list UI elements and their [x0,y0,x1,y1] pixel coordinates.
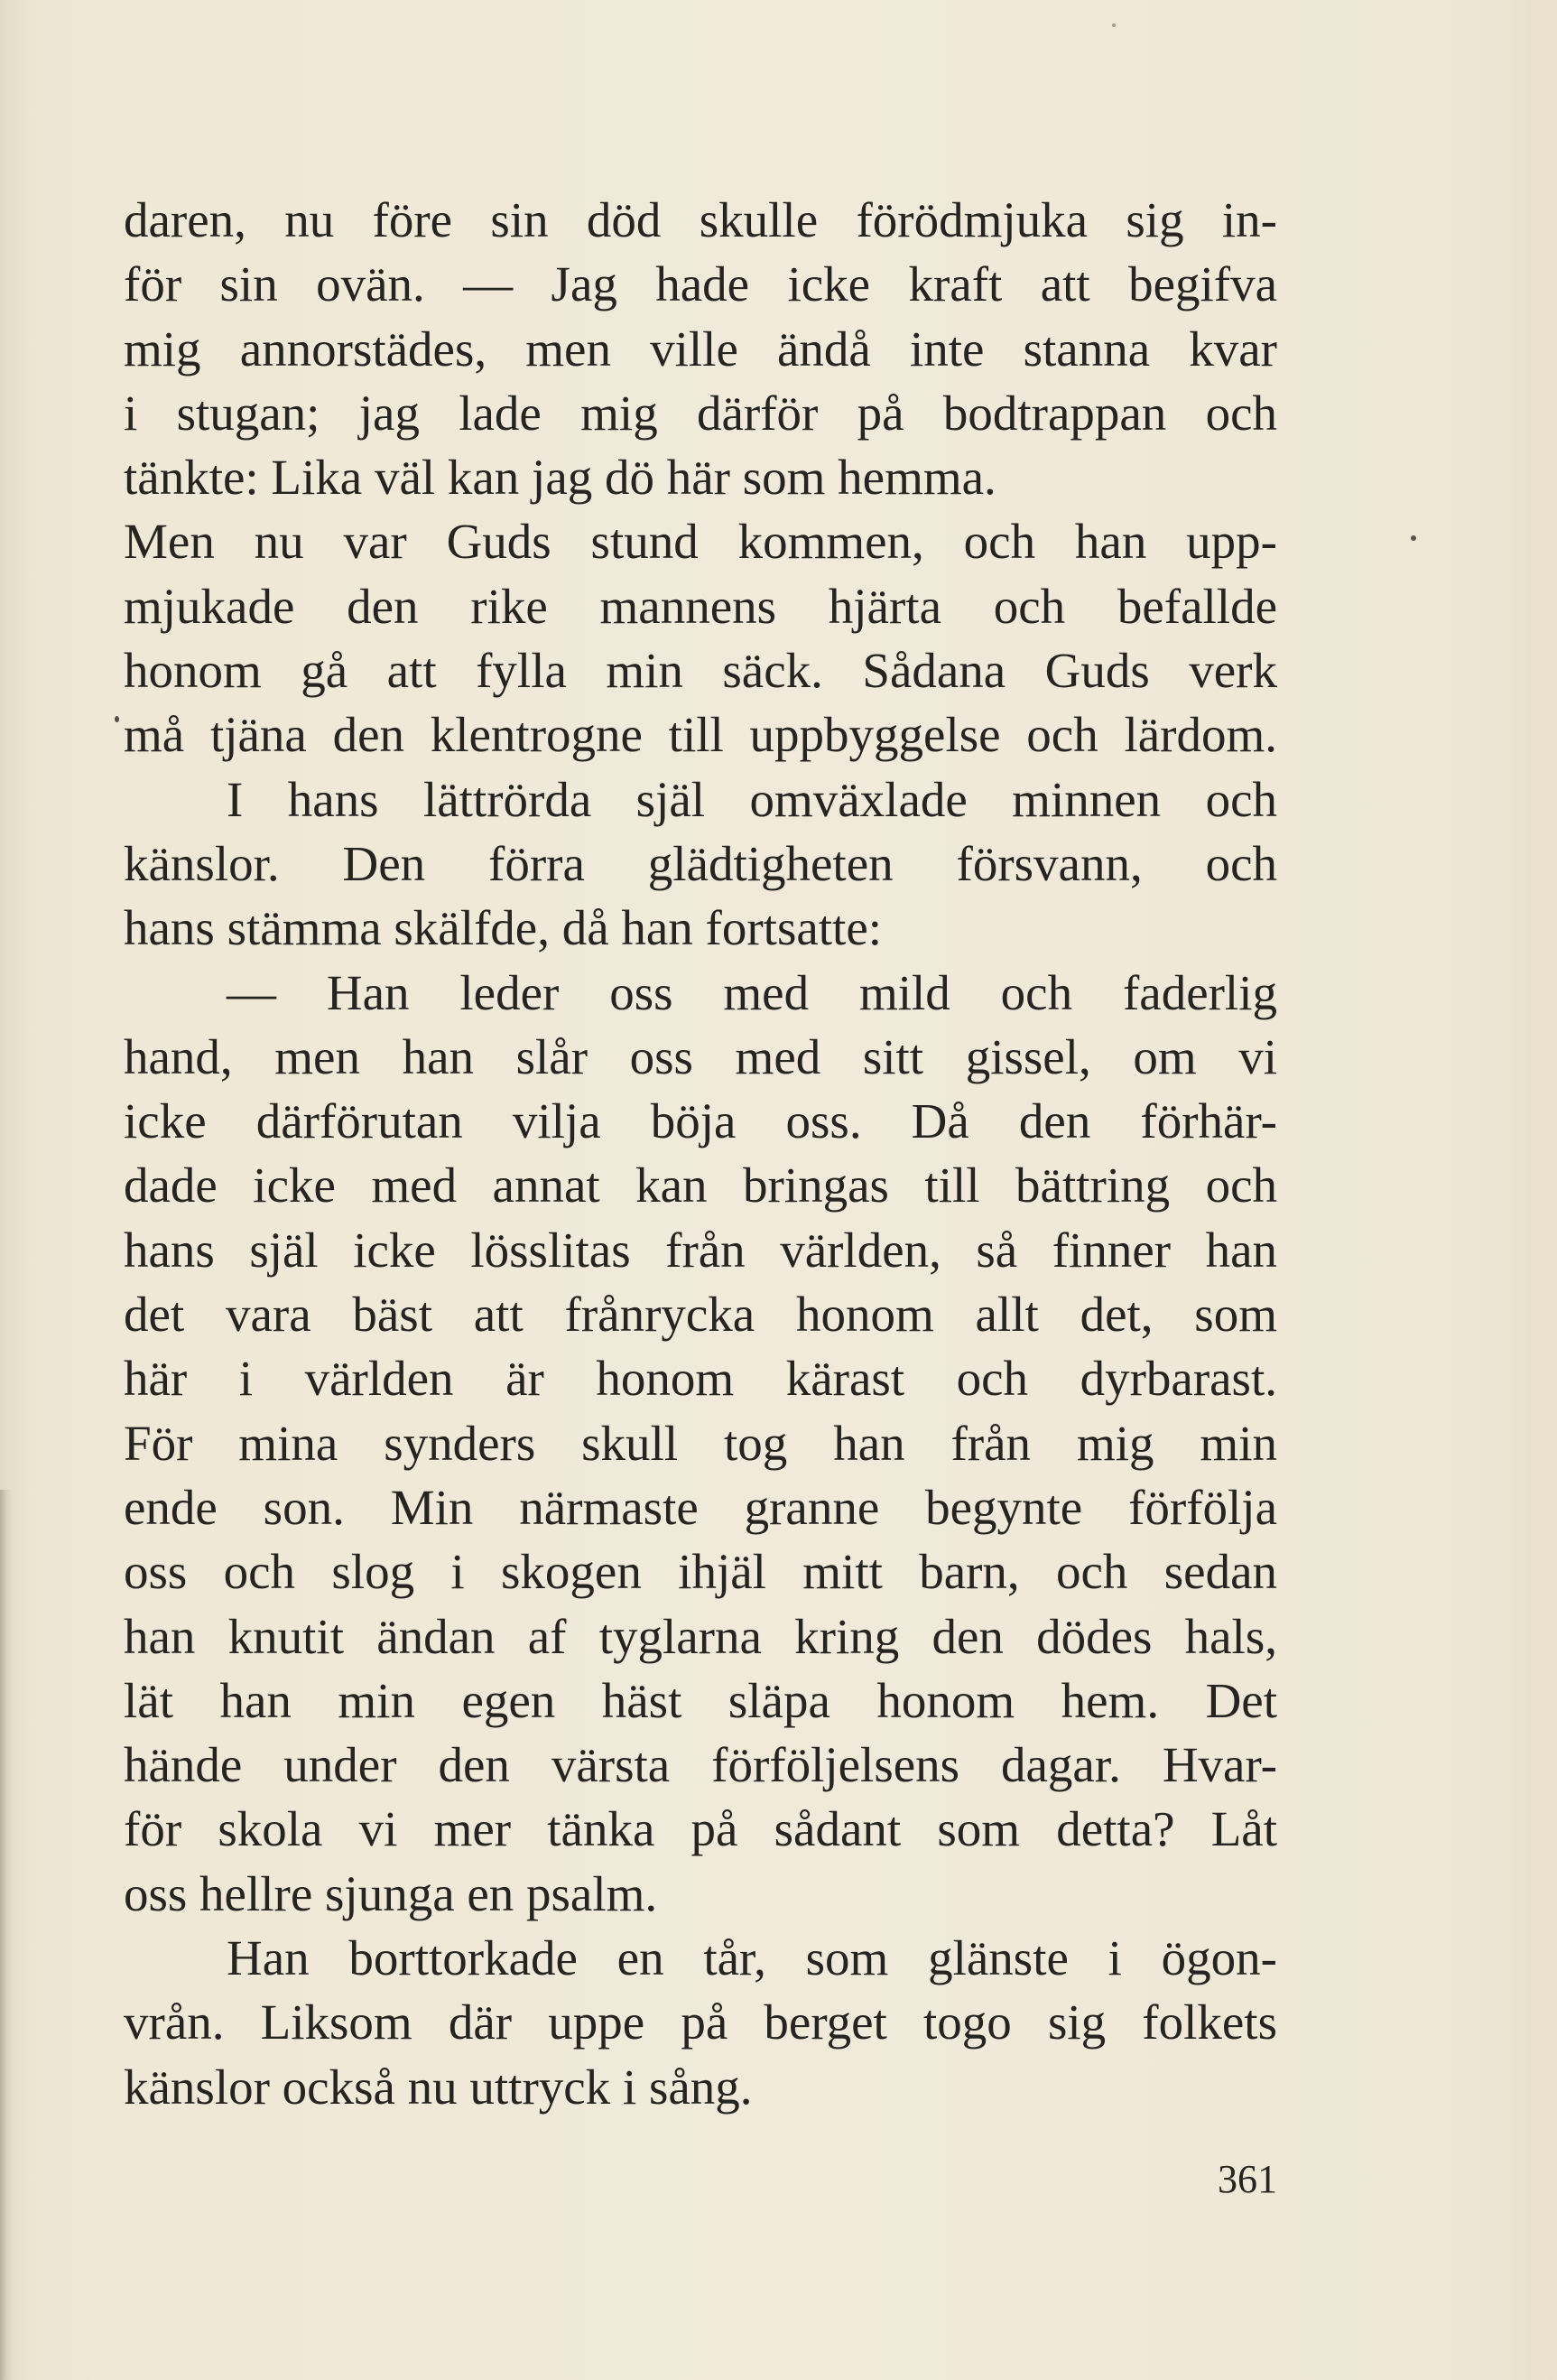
text-line: dade icke med annat kan bringas till bättring och [124,1157,1277,1213]
text-line: här i världen är honom kärast och dyrbarast. [124,1351,1277,1407]
text-line: det vara bäst att frånrycka honom allt det, som [124,1287,1277,1343]
print-speck [1411,535,1416,541]
text-line: för sin ovän. — Jag hade icke kraft att begifva [124,256,1277,312]
text-line: ende son. Min närmaste granne begynte förfölja [124,1479,1277,1535]
text-line: hans själ icke lösslitas från världen, så finner han [124,1222,1277,1278]
print-speck [1112,23,1116,27]
text-line: må tjäna den klentrogne till uppbyggelse och lärdom. [124,707,1277,763]
text-line: mjukade den rike mannens hjärta och befallde [124,578,1277,634]
text-line: daren, nu före sin död skulle förödmjuka sig in- [124,192,1277,247]
text-line: För mina synders skull tog han från mig min [124,1415,1277,1471]
text-line: känslor. Den förra glädtigheten försvann, och [124,835,1277,891]
text-line: icke därförutan vilja böja oss. Då den förhär- [124,1093,1277,1149]
text-line: hand, men han slår oss med sitt gissel, om vi [124,1028,1277,1084]
text-line: lät han min egen häst släpa honom hem. Det [124,1672,1277,1728]
text-line: Han borttorkade en tår, som glänste i ögon- [227,1930,1277,1986]
text-line: honom gå att fylla min säck. Sådana Guds verk [124,643,1277,699]
text-line: — Han leder oss med mild och faderlig [227,964,1277,1020]
text-line: mig annorstädes, men ville ändå inte stanna kvar [124,321,1277,377]
body-text [124,188,1277,2119]
text-line: tänkte: Lika väl kan jag dö här som hemma. [124,450,996,506]
text-line: han knutit ändan af tyglarna kring den dödes hals, [124,1608,1277,1664]
text-line: för skola vi mer tänka på sådant som detta? Låt [124,1801,1277,1857]
text-line: oss hellre sjunga en psalm. [124,1865,658,1921]
text-line: oss och slog i skogen ihjäl mitt barn, och sedan [124,1544,1277,1600]
text-line: hände under den värsta förföljelsens dagar. Hvar- [124,1737,1277,1793]
print-speck [115,716,119,722]
text-line: känslor också nu uttryck i sång. [124,2059,753,2115]
page-number: 361 [1218,2157,1277,2201]
text-line: vrån. Liksom där uppe på berget togo sig folkets [124,1994,1277,2050]
text-line: hans stämma skälfde, då han fortsatte: [124,900,883,956]
text-line: i stugan; jag lade mig därför på bodtrappan och [124,385,1277,441]
page-edge-shadow [0,1490,13,2380]
text-line: I hans lättrörda själ omväxlade minnen och [227,771,1277,827]
text-line: Men nu var Guds stund kommen, och han upp- [124,514,1277,570]
